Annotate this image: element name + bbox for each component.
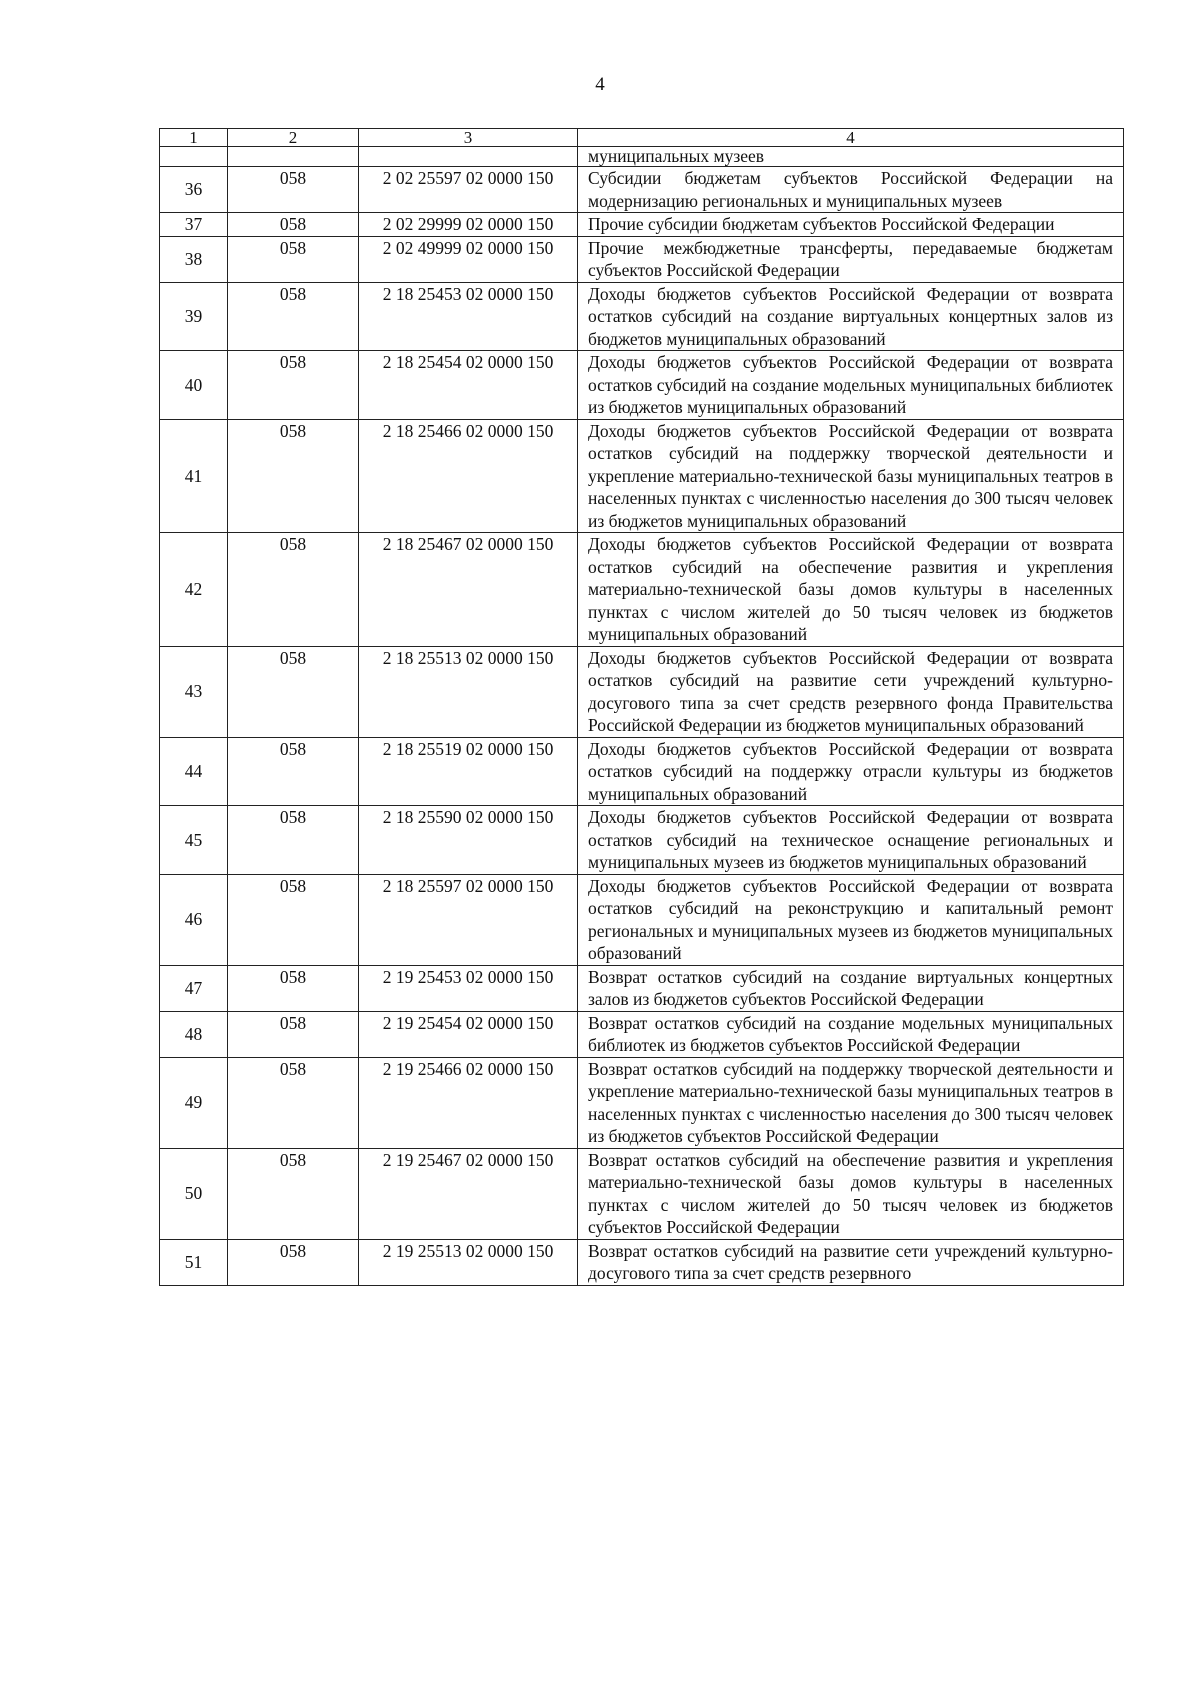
row-number-cell: 40 — [160, 351, 228, 420]
budget-code-cell: 2 18 25513 02 0000 150 — [359, 646, 578, 737]
continuation-text-cell: муниципальных музеев — [578, 147, 1124, 167]
budget-code-cell: 2 02 25597 02 0000 150 — [359, 167, 578, 213]
row-number-cell: 36 — [160, 167, 228, 213]
budget-code-cell: 2 18 25466 02 0000 150 — [359, 419, 578, 533]
budget-code-cell: 2 19 25466 02 0000 150 — [359, 1057, 578, 1148]
budget-code-cell: 2 19 25454 02 0000 150 — [359, 1011, 578, 1057]
table-row — [160, 646, 1124, 737]
description-cell: Прочие межбюджетные трансферты, передаваемые бюджетам субъектов Российской Федерации — [578, 236, 1124, 282]
row-number-cell: 46 — [160, 874, 228, 965]
admin-code-cell: 058 — [228, 646, 359, 737]
admin-code-cell: 058 — [228, 874, 359, 965]
description-cell: Субсидии бюджетам субъектов Российской Федерации на модернизацию региональных и муниципальных музеев — [578, 167, 1124, 213]
row-number-cell: 38 — [160, 236, 228, 282]
admin-code-cell: 058 — [228, 1057, 359, 1148]
row-number-cell: 44 — [160, 737, 228, 806]
row-number-cell: 41 — [160, 419, 228, 533]
budget-code-cell: 2 19 25467 02 0000 150 — [359, 1148, 578, 1239]
description-cell: Возврат остатков субсидий на создание виртуальных концертных залов из бюджетов субъектов Российской Федерации — [578, 965, 1124, 1011]
description-cell: Доходы бюджетов субъектов Российской Федерации от возврата остатков субсидий на реконструкцию и капитальный ремонт региональных и муниципальных музеев из бюджетов муниципальных образований — [578, 874, 1124, 965]
table-row — [160, 167, 1124, 213]
row-number-cell: 42 — [160, 533, 228, 647]
admin-code-cell: 058 — [228, 351, 359, 420]
continuation-num-cell — [160, 147, 228, 167]
table-row — [160, 533, 1124, 647]
row-number-cell: 49 — [160, 1057, 228, 1148]
description-cell: Доходы бюджетов субъектов Российской Федерации от возврата остатков субсидий на создание модельных муниципальных библиотек из бюджетов муниципальных образований — [578, 351, 1124, 420]
admin-code-cell: 058 — [228, 965, 359, 1011]
header-col-1: 1 — [160, 129, 228, 147]
budget-code-cell: 2 02 49999 02 0000 150 — [359, 236, 578, 282]
description-cell: Возврат остатков субсидий на создание модельных муниципальных библиотек из бюджетов субъектов Российской Федерации — [578, 1011, 1124, 1057]
row-number-cell: 43 — [160, 646, 228, 737]
table-row — [160, 213, 1124, 237]
continuation-admin-cell — [228, 147, 359, 167]
row-number-cell: 51 — [160, 1239, 228, 1285]
description-cell: Доходы бюджетов субъектов Российской Федерации от возврата остатков субсидий на поддержку творческой деятельности и укрепление материально-технической базы муниципальных театров в населенных пунктах с численностью населения до 300 тысяч человек из бюджетов муниципальных образований — [578, 419, 1124, 533]
column-number-header-row — [160, 129, 1124, 147]
description-cell: Возврат остатков субсидий на обеспечение развития и укрепления материально-технической базы домов культуры в населенных пунктах с числом жителей до 50 тысяч человек из бюджетов субъектов Российской Федерации — [578, 1148, 1124, 1239]
admin-code-cell: 058 — [228, 737, 359, 806]
budget-code-cell: 2 18 25454 02 0000 150 — [359, 351, 578, 420]
table-row — [160, 1011, 1124, 1057]
budget-code-cell: 2 19 25453 02 0000 150 — [359, 965, 578, 1011]
header-col-4: 4 — [578, 129, 1124, 147]
row-number-cell: 39 — [160, 282, 228, 351]
table-row — [160, 419, 1124, 533]
admin-code-cell: 058 — [228, 167, 359, 213]
budget-code-cell: 2 18 25453 02 0000 150 — [359, 282, 578, 351]
continuation-row — [160, 147, 1124, 167]
admin-code-cell: 058 — [228, 236, 359, 282]
revenue-code-table — [159, 128, 1124, 1286]
description-cell: Доходы бюджетов субъектов Российской Федерации от возврата остатков субсидий на развитие сети учреждений культурно-досугового типа за счет средств резервного фонда Правительства Российской Федерации из бюджетов муниципальных образований — [578, 646, 1124, 737]
budget-code-cell: 2 19 25513 02 0000 150 — [359, 1239, 578, 1285]
budget-code-cell: 2 18 25519 02 0000 150 — [359, 737, 578, 806]
description-cell: Доходы бюджетов субъектов Российской Федерации от возврата остатков субсидий на обеспечение развития и укрепления материально-технической базы домов культуры в населенных пунктах с числом жителей до 50 тысяч человек из бюджетов муниципальных образований — [578, 533, 1124, 647]
table-row — [160, 1148, 1124, 1239]
continuation-code-cell — [359, 147, 578, 167]
table-row — [160, 965, 1124, 1011]
budget-code-cell: 2 18 25467 02 0000 150 — [359, 533, 578, 647]
admin-code-cell: 058 — [228, 213, 359, 237]
header-col-2: 2 — [228, 129, 359, 147]
row-number-cell: 48 — [160, 1011, 228, 1057]
row-number-cell: 50 — [160, 1148, 228, 1239]
row-number-cell: 47 — [160, 965, 228, 1011]
table-row — [160, 1239, 1124, 1285]
budget-code-cell: 2 18 25597 02 0000 150 — [359, 874, 578, 965]
admin-code-cell: 058 — [228, 533, 359, 647]
table-row — [160, 1057, 1124, 1148]
admin-code-cell: 058 — [228, 419, 359, 533]
description-cell: Возврат остатков субсидий на поддержку творческой деятельности и укрепление материально-технической базы муниципальных театров в населенных пунктах с численностью населения до 300 тысяч человек из бюджетов субъектов Российской Федерации — [578, 1057, 1124, 1148]
description-cell: Доходы бюджетов субъектов Российской Федерации от возврата остатков субсидий на поддержку отрасли культуры из бюджетов муниципальных образований — [578, 737, 1124, 806]
table-row — [160, 236, 1124, 282]
description-cell: Прочие субсидии бюджетам субъектов Российской Федерации — [578, 213, 1124, 237]
admin-code-cell: 058 — [228, 1011, 359, 1057]
table-row — [160, 874, 1124, 965]
table-row — [160, 737, 1124, 806]
table-row — [160, 351, 1124, 420]
budget-code-cell: 2 02 29999 02 0000 150 — [359, 213, 578, 237]
page-number: 4 — [595, 74, 605, 95]
description-cell: Доходы бюджетов субъектов Российской Федерации от возврата остатков субсидий на техническое оснащение региональных и муниципальных музеев из бюджетов муниципальных образований — [578, 806, 1124, 875]
admin-code-cell: 058 — [228, 1148, 359, 1239]
description-cell: Доходы бюджетов субъектов Российской Федерации от возврата остатков субсидий на создание виртуальных концертных залов из бюджетов муниципальных образований — [578, 282, 1124, 351]
header-col-3: 3 — [359, 129, 578, 147]
table-body — [160, 129, 1124, 1286]
table-row — [160, 282, 1124, 351]
table-row — [160, 806, 1124, 875]
budget-code-cell: 2 18 25590 02 0000 150 — [359, 806, 578, 875]
description-cell: Возврат остатков субсидий на развитие сети учреждений культурно-досугового типа за счет средств резервного — [578, 1239, 1124, 1285]
admin-code-cell: 058 — [228, 1239, 359, 1285]
admin-code-cell: 058 — [228, 806, 359, 875]
admin-code-cell: 058 — [228, 282, 359, 351]
row-number-cell: 45 — [160, 806, 228, 875]
row-number-cell: 37 — [160, 213, 228, 237]
